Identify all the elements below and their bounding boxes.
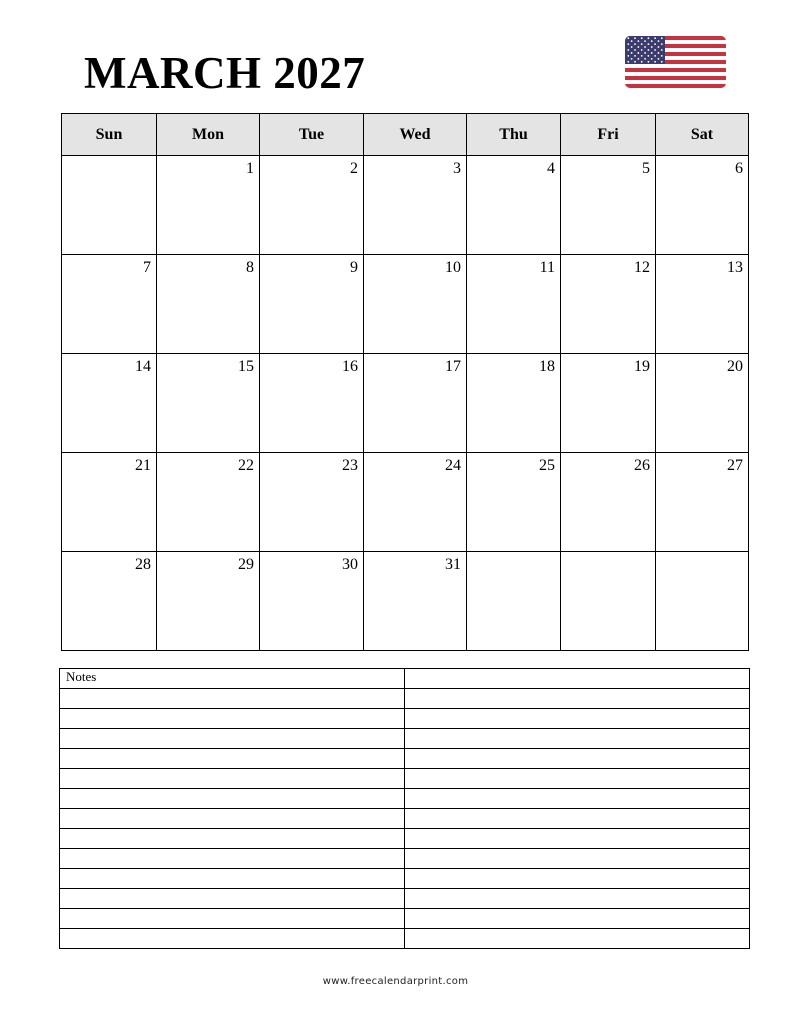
notes-line[interactable] xyxy=(405,789,750,809)
day-cell xyxy=(656,453,749,552)
flag-star xyxy=(651,40,653,42)
flag-stripe xyxy=(625,64,726,68)
day-number: 18 xyxy=(539,358,555,375)
day-number: 21 xyxy=(135,457,151,474)
notes-line[interactable] xyxy=(60,809,405,829)
day-cell xyxy=(157,453,260,552)
flag-star xyxy=(661,61,663,63)
flag-star xyxy=(641,43,643,45)
day-number: 25 xyxy=(539,457,555,474)
flag-star xyxy=(658,40,660,42)
day-number: 8 xyxy=(246,259,254,276)
day-number xyxy=(467,552,560,555)
day-number: 10 xyxy=(445,259,461,276)
notes-row xyxy=(60,829,750,849)
weekday-header: Sat xyxy=(656,114,749,156)
flag-star xyxy=(641,37,643,39)
day-number: 27 xyxy=(727,457,743,474)
day-number: 14 xyxy=(135,358,151,375)
day-cell xyxy=(260,552,364,651)
notes-row xyxy=(60,749,750,769)
day-cell xyxy=(561,552,656,651)
notes-line[interactable] xyxy=(405,849,750,869)
day-number: 31 xyxy=(445,556,461,573)
day-number: 15 xyxy=(238,358,254,375)
flag-star xyxy=(644,52,646,54)
notes-row xyxy=(60,669,750,689)
day-cell xyxy=(364,453,467,552)
flag-star xyxy=(631,58,633,60)
flag-star xyxy=(644,40,646,42)
day-cell xyxy=(157,552,260,651)
notes-line[interactable] xyxy=(405,909,750,929)
weekday-header-row xyxy=(62,114,749,156)
notes-row xyxy=(60,869,750,889)
day-cell xyxy=(467,255,561,354)
flag-star xyxy=(634,43,636,45)
flag-star xyxy=(651,46,653,48)
flag-star xyxy=(648,37,650,39)
flag-star xyxy=(631,52,633,54)
notes-line[interactable] xyxy=(60,709,405,729)
flag-stripe xyxy=(625,72,726,76)
flag-star xyxy=(654,43,656,45)
day-number: 12 xyxy=(634,259,650,276)
week-row xyxy=(62,255,749,354)
day-cell xyxy=(62,453,157,552)
flag-star xyxy=(651,58,653,60)
notes-row xyxy=(60,709,750,729)
notes-label: Notes xyxy=(60,669,405,689)
flag-star xyxy=(651,52,653,54)
flag-star xyxy=(641,49,643,51)
flag-star xyxy=(641,55,643,57)
day-cell xyxy=(62,552,157,651)
notes-line[interactable] xyxy=(405,709,750,729)
flag-star xyxy=(644,58,646,60)
flag-star xyxy=(634,55,636,57)
notes-line[interactable] xyxy=(405,829,750,849)
notes-line[interactable] xyxy=(405,749,750,769)
flag-star xyxy=(644,46,646,48)
flag-star xyxy=(648,61,650,63)
notes-row xyxy=(60,689,750,709)
day-cell xyxy=(656,552,749,651)
flag-star xyxy=(637,58,639,60)
flag-star xyxy=(627,49,629,51)
flag-star xyxy=(658,46,660,48)
flag-star xyxy=(627,55,629,57)
notes-line[interactable] xyxy=(60,829,405,849)
notes-row xyxy=(60,889,750,909)
day-number: 2 xyxy=(350,160,358,177)
notes-line[interactable] xyxy=(60,929,405,949)
day-cell xyxy=(656,156,749,255)
flag-star xyxy=(661,43,663,45)
notes-row xyxy=(60,789,750,809)
flag-star xyxy=(637,52,639,54)
day-number: 9 xyxy=(350,259,358,276)
day-cell xyxy=(364,255,467,354)
day-number xyxy=(656,552,748,555)
day-cell xyxy=(157,255,260,354)
day-cell xyxy=(561,354,656,453)
footer-url: www.freecalendarprint.com xyxy=(322,976,469,987)
week-row xyxy=(62,354,749,453)
day-cell xyxy=(561,453,656,552)
notes-line[interactable] xyxy=(60,909,405,929)
day-cell xyxy=(260,453,364,552)
flag-star xyxy=(661,49,663,51)
weekday-header: Wed xyxy=(364,114,467,156)
weekday-header: Tue xyxy=(260,114,364,156)
day-cell xyxy=(157,156,260,255)
week-row xyxy=(62,453,749,552)
weekday-header: Fri xyxy=(561,114,656,156)
day-cell xyxy=(467,552,561,651)
day-number: 5 xyxy=(642,160,650,177)
flag-star xyxy=(658,58,660,60)
day-cell xyxy=(467,453,561,552)
notes-line[interactable] xyxy=(60,869,405,889)
flag-stripe xyxy=(625,68,726,72)
notes-line[interactable] xyxy=(405,889,750,909)
day-number: 24 xyxy=(445,457,461,474)
day-number: 4 xyxy=(547,160,555,177)
notes-line[interactable] xyxy=(405,869,750,889)
flag-star xyxy=(627,37,629,39)
flag-star xyxy=(634,49,636,51)
notes-row xyxy=(60,909,750,929)
notes-row xyxy=(60,849,750,869)
day-number: 16 xyxy=(342,358,358,375)
notes-line[interactable] xyxy=(60,789,405,809)
flag-star xyxy=(648,49,650,51)
day-cell xyxy=(62,354,157,453)
flag-star xyxy=(654,37,656,39)
flag-star xyxy=(658,52,660,54)
notes-line[interactable] xyxy=(60,769,405,789)
flag-star xyxy=(627,61,629,63)
day-cell xyxy=(260,156,364,255)
day-number: 11 xyxy=(539,259,555,276)
week-row xyxy=(62,552,749,651)
day-number: 1 xyxy=(246,160,254,177)
notes-line[interactable] xyxy=(60,749,405,769)
day-cell xyxy=(364,552,467,651)
day-number: 13 xyxy=(727,259,743,276)
flag-star xyxy=(637,46,639,48)
day-number: 28 xyxy=(135,556,151,573)
notes-line[interactable] xyxy=(60,689,405,709)
day-cell xyxy=(62,255,157,354)
day-number: 6 xyxy=(735,160,743,177)
weekday-header: Thu xyxy=(467,114,561,156)
day-cell xyxy=(467,156,561,255)
flag-star xyxy=(648,55,650,57)
notes-line[interactable] xyxy=(405,769,750,789)
day-cell xyxy=(62,156,157,255)
flag-stripe xyxy=(625,84,726,88)
flag-star xyxy=(627,43,629,45)
day-cell xyxy=(364,354,467,453)
page-title: MARCH 2027 xyxy=(84,48,366,98)
day-number: 17 xyxy=(445,358,461,375)
flag-star xyxy=(654,55,656,57)
day-number: 7 xyxy=(143,259,151,276)
flag-star xyxy=(634,37,636,39)
day-number: 20 xyxy=(727,358,743,375)
flag-star xyxy=(631,46,633,48)
day-number xyxy=(62,156,156,159)
notes-line[interactable] xyxy=(60,849,405,869)
notes-line[interactable] xyxy=(405,669,750,689)
weekday-header: Mon xyxy=(157,114,260,156)
flag-star xyxy=(661,55,663,57)
notes-line[interactable] xyxy=(405,729,750,749)
notes-row xyxy=(60,929,750,949)
day-cell xyxy=(467,354,561,453)
notes-row xyxy=(60,729,750,749)
flag-star xyxy=(654,49,656,51)
day-number: 3 xyxy=(453,160,461,177)
notes-line[interactable] xyxy=(405,929,750,949)
day-cell xyxy=(561,255,656,354)
day-number: 19 xyxy=(634,358,650,375)
flag-star xyxy=(654,61,656,63)
notes-line[interactable] xyxy=(405,689,750,709)
us-flag-icon xyxy=(625,36,726,88)
flag-star xyxy=(648,43,650,45)
day-cell xyxy=(656,255,749,354)
day-number: 23 xyxy=(342,457,358,474)
day-cell xyxy=(260,354,364,453)
day-cell xyxy=(656,354,749,453)
notes-row xyxy=(60,769,750,789)
notes-line[interactable] xyxy=(405,809,750,829)
day-cell xyxy=(157,354,260,453)
notes-line[interactable] xyxy=(60,889,405,909)
week-row xyxy=(62,156,749,255)
flag-star xyxy=(634,61,636,63)
flag-star xyxy=(661,37,663,39)
flag-stripe xyxy=(625,80,726,84)
notes-table xyxy=(59,668,750,949)
day-number: 26 xyxy=(634,457,650,474)
day-cell xyxy=(364,156,467,255)
day-number: 22 xyxy=(238,457,254,474)
day-cell xyxy=(561,156,656,255)
weekday-header: Sun xyxy=(62,114,157,156)
day-cell xyxy=(260,255,364,354)
day-number: 29 xyxy=(238,556,254,573)
calendar-grid xyxy=(61,113,749,651)
flag-star xyxy=(641,61,643,63)
flag-canton xyxy=(625,36,665,64)
day-number xyxy=(561,552,655,555)
flag-stripe xyxy=(625,76,726,80)
notes-row xyxy=(60,809,750,829)
day-number: 30 xyxy=(342,556,358,573)
flag-star xyxy=(631,40,633,42)
flag-star xyxy=(637,40,639,42)
notes-line[interactable] xyxy=(60,729,405,749)
